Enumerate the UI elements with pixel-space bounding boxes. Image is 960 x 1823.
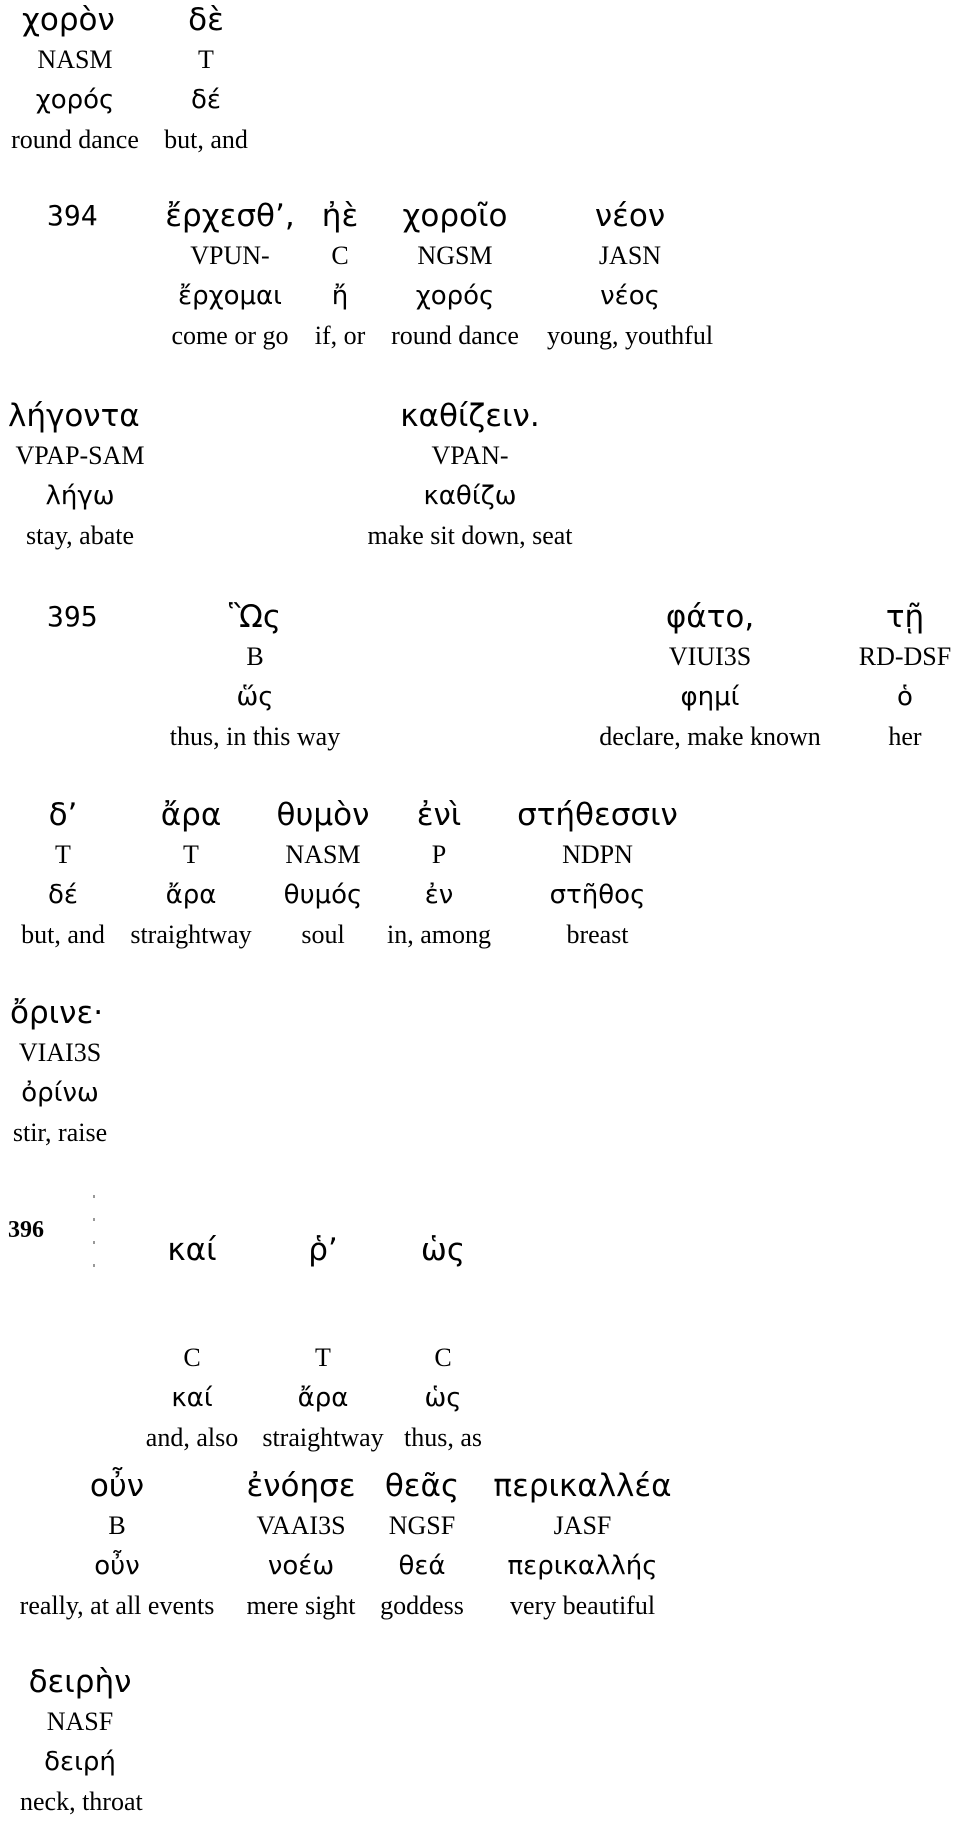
lemma: δέ — [48, 880, 78, 910]
parse-code: T — [183, 840, 199, 869]
gloss: stir, raise — [12, 1118, 108, 1147]
greek-word: περικαλλέα — [493, 1468, 672, 1504]
lemma: ἐν — [424, 880, 454, 910]
parse-code: P — [431, 840, 447, 869]
word-block — [378, 795, 500, 955]
greek-word: λήγοντα — [8, 398, 140, 434]
lemma: καθίζω — [423, 481, 517, 511]
lemma: ἄρα — [165, 880, 217, 910]
gloss: young, youthful — [546, 321, 714, 350]
lemma: χορός — [35, 85, 115, 115]
greek-word: φάτο, — [665, 599, 755, 635]
gloss: straightway — [130, 920, 252, 949]
parse-code: NDPN — [562, 840, 633, 869]
lemma: ὁ — [897, 682, 913, 712]
parse-code: VAAI3S — [256, 1511, 346, 1540]
gloss: if, or — [314, 321, 366, 350]
greek-word: στήθεσσιν — [517, 797, 678, 833]
lemma: φημί — [680, 682, 740, 712]
lemma: ὀρίνω — [21, 1078, 99, 1108]
word-block — [505, 795, 690, 955]
greek-word: ῥ’ — [308, 1232, 338, 1268]
word-block — [152, 0, 260, 160]
line-number: 395 — [47, 600, 98, 633]
gloss: declare, make known — [599, 722, 821, 751]
word-block — [236, 1466, 366, 1626]
greek-word: νέον — [594, 198, 666, 234]
parse-code: NGSF — [388, 1511, 456, 1540]
lemma: νοέω — [267, 1551, 335, 1581]
lemma: λήγω — [45, 481, 115, 511]
greek-word: ἐνὶ — [416, 797, 462, 833]
lemma: νέος — [600, 281, 660, 311]
parse-code: VIUI3S — [668, 642, 752, 671]
gloss: come or go — [171, 321, 289, 350]
greek-word: θεᾶς — [384, 1468, 460, 1504]
gloss: very beautiful — [509, 1591, 656, 1620]
word-block — [118, 795, 264, 955]
word-block — [585, 597, 835, 757]
parse-code: C — [331, 241, 349, 270]
greek-word: χοροῖο — [402, 198, 508, 234]
word-block — [398, 1230, 488, 1458]
word-block — [138, 1230, 246, 1458]
gloss: really, at all events — [19, 1591, 215, 1620]
greek-word: δὲ — [188, 2, 224, 38]
lemma: ὥς — [236, 682, 274, 712]
greek-word: ἔρχεσθ’, — [165, 198, 295, 234]
parse-code: NASM — [285, 840, 361, 869]
word-block — [350, 396, 590, 556]
parse-code: T — [315, 1343, 331, 1372]
word-block — [0, 993, 120, 1153]
parse-code: B — [246, 642, 264, 671]
lemma: οὖν — [94, 1551, 140, 1581]
greek-word: καί — [167, 1232, 217, 1268]
lemma: ὡς — [424, 1383, 462, 1413]
greek-word: χορὸν — [22, 2, 115, 38]
parse-code: T — [198, 45, 214, 74]
parse-code: NGSM — [417, 241, 493, 270]
greek-word: θυμὸν — [276, 797, 370, 833]
gloss: thus, in this way — [169, 722, 341, 751]
greek-word: ἠὲ — [321, 198, 359, 234]
gloss: and, also — [145, 1423, 239, 1452]
lemma: χορός — [415, 281, 495, 311]
gloss: goddess — [380, 1591, 464, 1620]
gloss: thus, as — [404, 1423, 482, 1452]
lemma: ἤ — [331, 281, 349, 311]
gloss: round dance — [11, 125, 139, 154]
lemma: θεά — [398, 1551, 446, 1581]
greek-word: Ὣς — [228, 599, 282, 635]
word-block — [250, 1230, 396, 1458]
line-number: 394 — [47, 199, 98, 232]
word-block — [305, 196, 375, 356]
greek-word: ὡς — [420, 1232, 466, 1268]
gloss: her — [888, 722, 922, 751]
greek-word: οὖν — [89, 1468, 145, 1504]
word-block — [480, 1466, 685, 1626]
gloss: neck, throat — [20, 1787, 143, 1816]
parse-code: JASN — [598, 241, 662, 270]
greek-word: δειρὴν — [28, 1664, 132, 1700]
gloss: make sit down, seat — [367, 521, 573, 550]
lemma: καί — [171, 1383, 213, 1413]
greek-word: τῇ — [885, 599, 925, 635]
parse-code: RD-DSF — [858, 642, 952, 671]
gloss: stay, abate — [25, 521, 135, 550]
word-block — [372, 1466, 472, 1626]
word-block — [268, 795, 378, 955]
lemma: δέ — [191, 85, 221, 115]
lemma: περικαλλής — [507, 1551, 658, 1581]
greek-word: καθίζειν. — [400, 398, 540, 434]
gloss: soul — [301, 920, 345, 949]
word-block — [535, 196, 725, 356]
parse-code: B — [108, 1511, 126, 1540]
word-block — [0, 0, 150, 160]
word-block — [375, 196, 535, 356]
gloss: but, and — [164, 125, 248, 154]
parse-code: NASM — [37, 45, 113, 74]
greek-word: ἄρα — [160, 797, 222, 833]
lemma: δειρή — [44, 1747, 116, 1777]
word-block — [155, 597, 355, 757]
greek-word: δ’ — [48, 797, 78, 833]
parse-code: VPUN- — [190, 241, 270, 270]
line-number: 396 — [8, 1217, 44, 1243]
word-block — [2, 1466, 232, 1626]
parse-code: VPAP-SAM — [15, 441, 145, 470]
gloss: round dance — [391, 321, 519, 350]
parse-code: NASF — [46, 1707, 114, 1736]
gloss: straightway — [262, 1423, 384, 1452]
gloss: in, among — [387, 920, 491, 949]
word-block — [855, 597, 955, 757]
word-block — [155, 196, 305, 356]
lemma: στῆθος — [549, 880, 646, 910]
greek-word: ὄρινε· — [10, 995, 104, 1031]
word-block — [10, 795, 116, 955]
parse-code: JASF — [553, 1511, 612, 1540]
greek-word: ἐνόησε — [246, 1468, 356, 1504]
scan-artifact — [93, 1195, 95, 1295]
gloss: breast — [566, 920, 629, 949]
parse-code: VIAI3S — [18, 1038, 102, 1067]
lemma: θυμός — [283, 880, 363, 910]
parse-code: VPAN- — [431, 441, 509, 470]
lemma: ἄρα — [297, 1383, 349, 1413]
parse-code: T — [55, 840, 71, 869]
word-block — [20, 1662, 143, 1822]
lemma: ἔρχομαι — [178, 281, 282, 311]
word-block — [0, 396, 160, 556]
parse-code: C — [183, 1343, 201, 1372]
parse-code: C — [434, 1343, 452, 1372]
gloss: but, and — [21, 920, 105, 949]
gloss: mere sight — [246, 1591, 356, 1620]
